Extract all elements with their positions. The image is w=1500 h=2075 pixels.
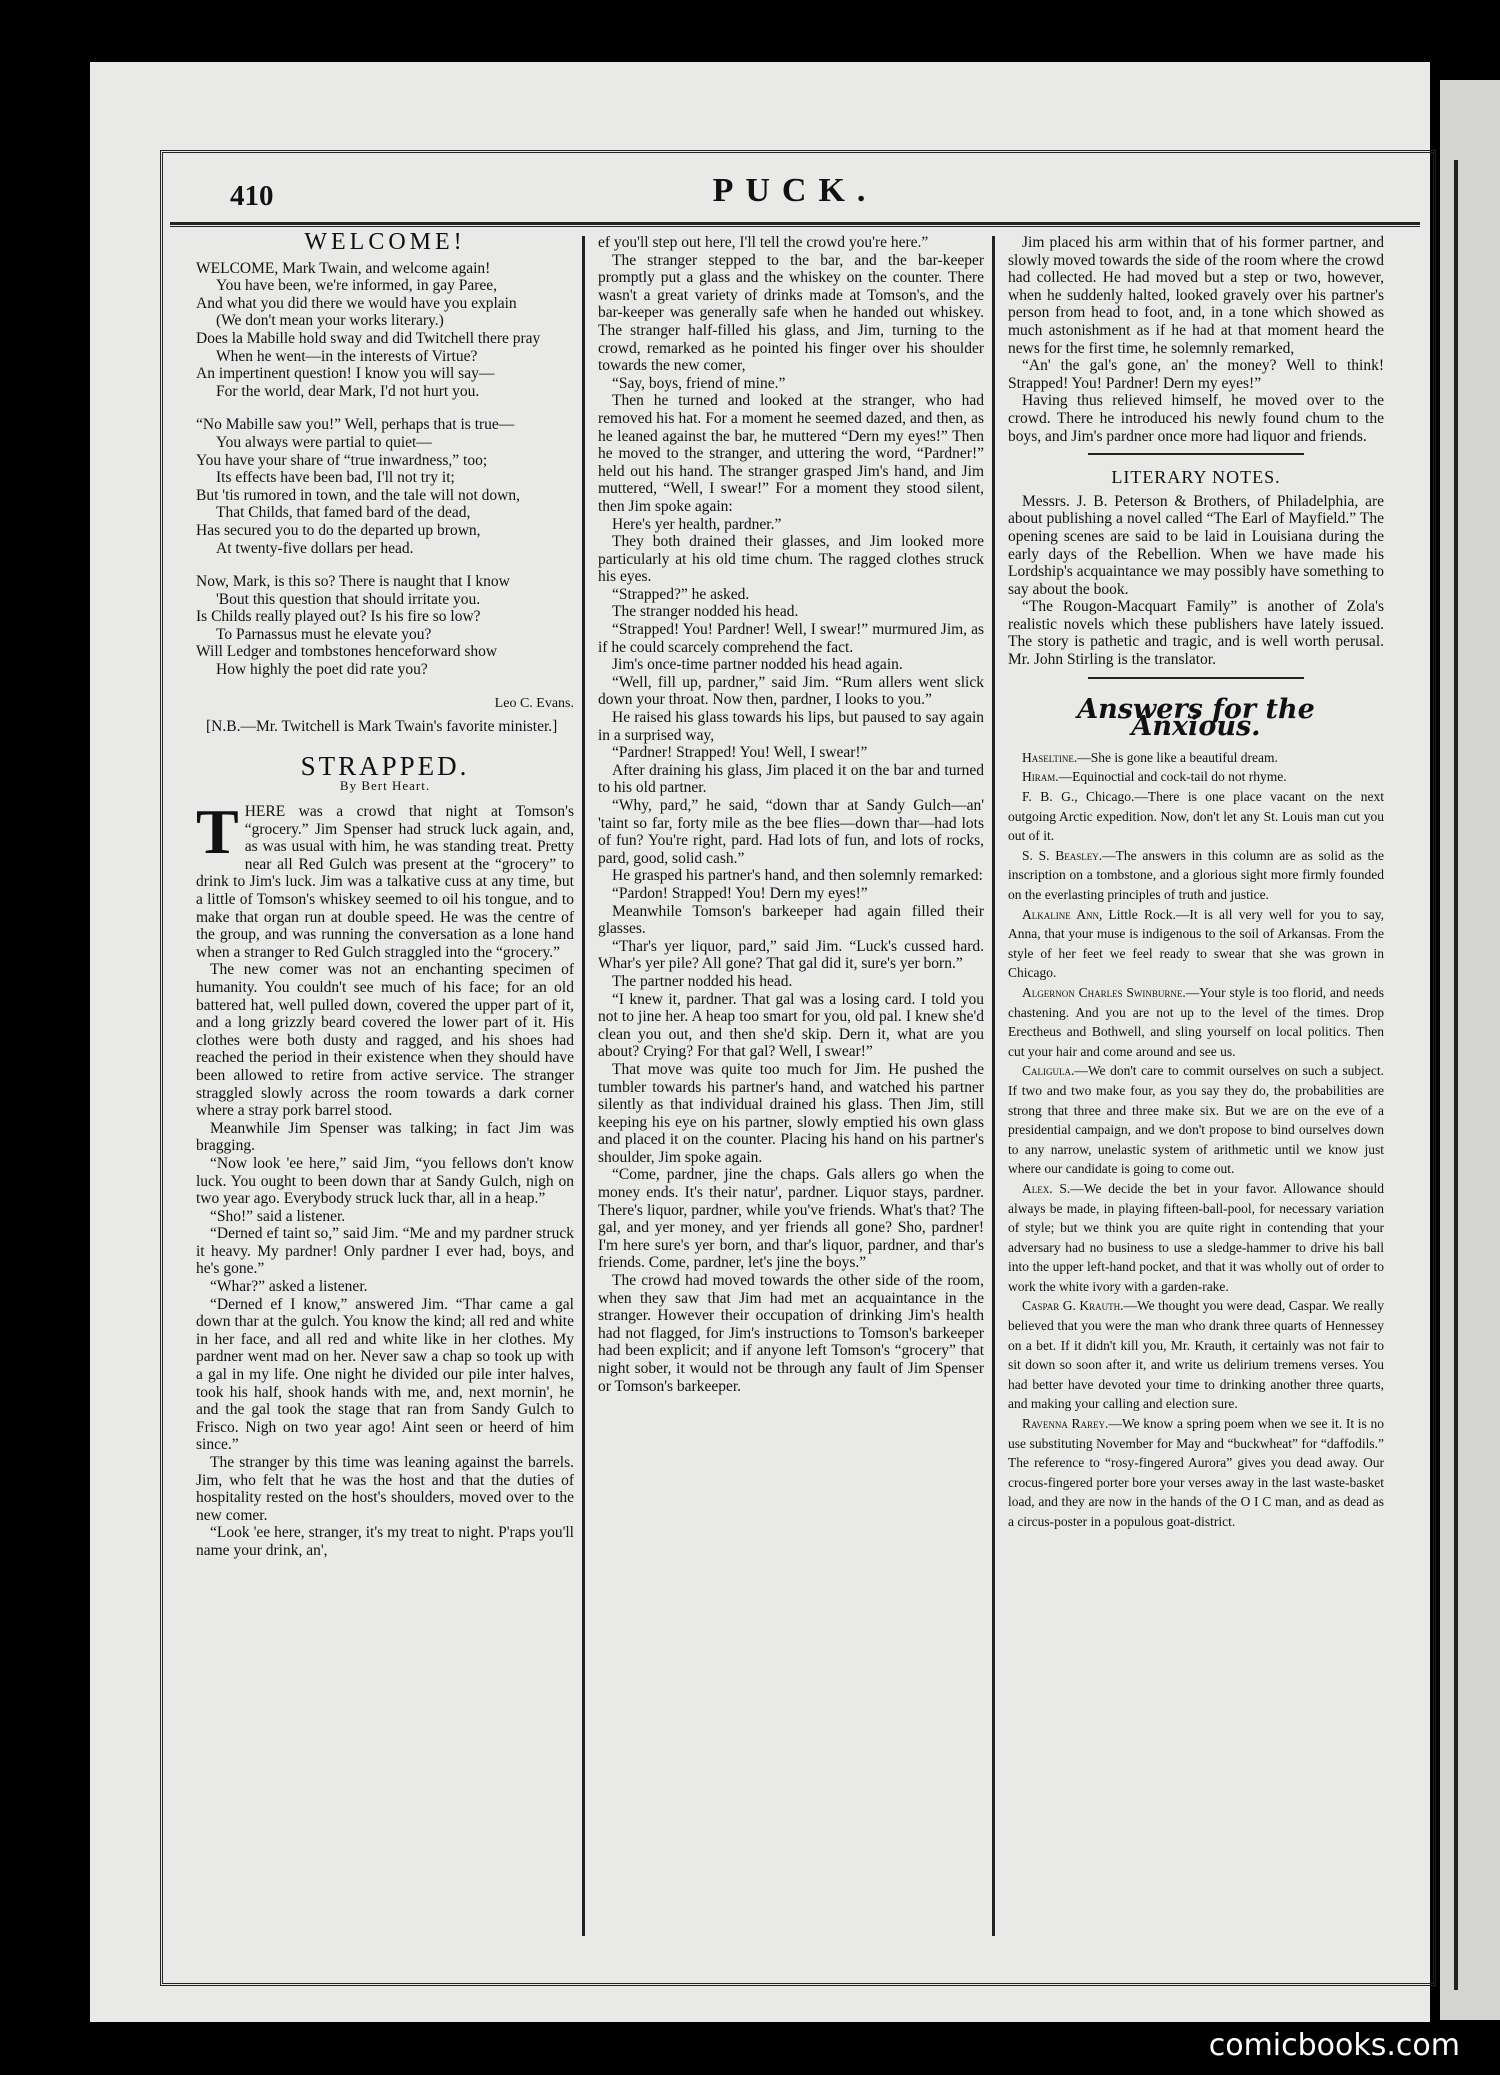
story-paragraph: Meanwhile Tomson's barkeeper had again filled their glasses. — [598, 902, 984, 938]
answer-text: —We decide the bet in your favor. Allowance should always be made, in playing fifteen-ball-pool, for necessary variation of style; but we think you are quite right in contending that your adversary had no business to use a sledge-hammer to drive his ball into the upper left-hand pocket, and that it was wholly out of order to work the white ivory with a garden-rake. — [1008, 1180, 1384, 1294]
strapped-byline: By Bert Heart. — [339, 778, 431, 794]
story-paragraph: “Derned ef taint so,” said Jim. “Me and my pardner struck it heavy. My pardner! Only pardner I ever had, boys, and he's gone.” — [196, 1225, 574, 1278]
poem-line: How highly the poet did rate you? — [216, 661, 428, 679]
poem-note: [N.B.—Mr. Twitchell is Mark Twain's favorite minister.] — [206, 718, 558, 736]
poem-line: Has secured you to do the departed up brown, — [196, 521, 481, 539]
story-paragraph: “I knew it, pardner. That gal was a losing card. I told you not to jine her. A heap too smart for you, old pal. I knew she'd clean you out, and then she'd skip. Dern it, what are you about? Crying? For that gal? Well, I swear!” — [598, 990, 984, 1061]
story-paragraph: Then he turned and looked at the stranger, who had removed his hat. For a moment he seemed dazed, and then, as he leaned against the bar, he muttered “Dern my eyes!” Then he moved to the stranger, and uttering the word, “Pardner!” held out his hand. The stranger grasped Jim's hand, and Jim muttered, “Well, I swear!” For a moment they stood silent, then Jim spoke again: — [598, 392, 984, 515]
answer-item — [1008, 1296, 1384, 1414]
story-paragraph: He grasped his partner's hand, and then solemnly remarked: — [612, 867, 983, 885]
poem-line: “No Mabille saw you!” Well, perhaps that is true— — [196, 416, 515, 434]
story-paragraph — [196, 796, 574, 961]
story-paragraph: The stranger nodded his head. — [612, 603, 799, 621]
header-rule — [170, 222, 1420, 225]
poem-line: You always were partial to quiet— — [216, 433, 432, 451]
poem-stanza — [196, 260, 574, 401]
poem-line: When he went—in the interests of Virtue? — [216, 347, 478, 365]
poem-line: But 'tis rumored in town, and the tale will not down, — [196, 486, 520, 504]
column-rule-1 — [582, 236, 585, 1936]
answer-correspondent: Alkaline Ann — [1022, 906, 1099, 922]
strapped-body-col3 — [1008, 234, 1384, 445]
story-paragraph: The new comer was not an enchanting specimen of humanity. You couldn't see much of his face; for an old battered hat, well pulled down, covered the upper part of it, and a long grizzly beard covered the lower part of it. His clothes were both dusty and ragged, and his shoes had reached the period in their existence when they should have been allowed to retire from active service. The stranger straggled slowly across the room towards a dark corner where a stray pork barrel stood. — [196, 961, 574, 1120]
answer-correspondent: Alex. S. — [1022, 1180, 1071, 1196]
column-rule-2 — [992, 236, 995, 1936]
story-paragraph: They both drained their glasses, and Jim looked more particularly at his old time chum. The ragged clothes struck his eyes. — [598, 533, 984, 586]
answer-text: —We don't care to commit ourselves on such a subject. If two and two make four, as you say they do, the probabilities are strong that three and three make six. But we are on the eve of a presidential campaign, and we don't propose to bind ourselves down to any narrow, unelastic system of arithmetic until we know just where our candidate is going to come out. — [1008, 1063, 1384, 1177]
story-paragraph: “Say, boys, friend of mine.” — [612, 374, 786, 392]
page-header — [160, 168, 1430, 228]
story-paragraph: “Now look 'ee here,” said Jim, “you fellows don't know luck. You ought to been down thar at Sandy Gulch, nigh on two year ago. Everybody struck luck thar, all in a heap.” — [196, 1154, 574, 1208]
answers-title: Answers for the Anxious. — [1077, 693, 1315, 743]
story-paragraph: The partner nodded his head. — [612, 972, 793, 990]
answer-correspondent: Caspar G. Krauth. — [1022, 1298, 1124, 1314]
answer-text: , Little Rock.—It is all very well for you to say, Anna, that your muse is indigenous to the soil of Arkansas. From the style of her feet we feel ready to swear that she was grown in Chicago. — [1008, 906, 1384, 981]
poem-signature: Leo C. Evans. — [494, 695, 574, 711]
answer-item — [1008, 767, 1384, 787]
answer-item — [1008, 846, 1384, 905]
poem-stanza — [196, 573, 574, 679]
story-paragraph: After draining his glass, Jim placed it on the bar and turned to his old partner. — [598, 761, 984, 797]
answer-text: —We know a spring poem when we see it. It is no use substituting November for May and “buckwheat” for “daffodils.” The reference to “rosy-fingered Aurora” gives you dead away. Our crocus-fingered porter bore your verses away in the last waste-basket load, and they are now in the hands of the O I C man, and as dead as a circus-poster in a populous goat-district. — [1008, 1416, 1385, 1529]
welcome-title: WELCOME! — [304, 229, 466, 255]
answer-correspondent: Caligula. — [1022, 1063, 1075, 1079]
story-text: HERE was a crowd that night at Tomson's “grocery.” Jim Spenser had struck luck again, and, as was usual with him, he was standing treat. Pretty near all Red Gulch was present at the “grocery” to drink to Jim's luck. Jim was a talkative cuss at any time, but a little of Tomson's whiskey seemed to oil his tongue, and to make that organ run at double speed. He was the centre of the group, and was running the conversation as a lone hand when a stranger to Red Gulch straggled into the “grocery.” — [196, 803, 574, 961]
poem-line: An impertinent question! I know you will say— — [196, 365, 495, 383]
poem-stanza — [196, 416, 574, 557]
poem-line: To Parnassus must he elevate you? — [216, 625, 432, 643]
answer-item — [1008, 748, 1384, 768]
poem-line: At twenty-five dollars per head. — [216, 539, 414, 557]
story-paragraph: Here's yer health, pardner.” — [612, 515, 782, 533]
answer-text: —The answers in this column are as solid as the inscription on a tombstone, and a glorious sight more firmly founded on the everlasting principles of truth and justice. — [1008, 847, 1384, 902]
answer-correspondent: S. S. Beasley. — [1022, 847, 1103, 863]
literary-paragraph: Messrs. J. B. Peterson & Brothers, of Philadelphia, are about publishing a novel called “The Earl of Mayfield.” The opening scenes are said to be laid in Louisiana during the early days of the Rebellion. When we have made his Lordship's acquaintance we may possibly have something to say about the book. — [1008, 492, 1384, 598]
story-paragraph: “Strapped! You! Pardner! Well, I swear!” murmured Jim, as if he could scarcely comprehend the fact. — [598, 621, 984, 656]
header-rule-thin — [170, 226, 1420, 227]
answer-correspondent: Hiram. — [1022, 769, 1059, 785]
story-paragraph: “Thar's yer liquor, pard,” said Jim. “Luck's cussed hard. Whar's yer pile? All gone? That gal did it, sure's yer born.” — [598, 937, 984, 973]
answer-text: —Your style is too florid, and needs chastening. And you are not up to the level of the times. Drop Erectheus and Bothwell, and sling yourself on local politics. Then cut your hair and come around and see us. — [1008, 984, 1384, 1059]
column-3 — [1008, 234, 1384, 1532]
story-paragraph: The stranger stepped to the bar, and the bar-keeper promptly put a glass and the whiskey on the counter. There wasn't a great variety of drinks made at Tomson's, and the bar-keeper was generally safe when he handed out whiskey. The stranger half-filled his glass, and Jim, turning to the crowd, remarked as he pointed his finger over his shoulder towards the new comer, — [598, 251, 984, 375]
answer-item — [1008, 983, 1384, 1061]
answer-text: —We thought you were dead, Caspar. We really believed that you were the man who drank three quarts of Hennessey on a bet. If it didn't kill you, Mr. Krauth, it certainly was not fair to sit down so soon after it, and write us delirium tremens verses. You had better have devoted your time to drinking another three quarts, and making your calling and election sure. — [1008, 1298, 1384, 1412]
story-paragraph: “Strapped?” he asked. — [612, 585, 750, 603]
story-paragraph: Jim placed his arm within that of his former partner, and slowly moved towards the side of the room where the crowd had collected. He had moved but a step or two, however, when he suddenly halted, looked gravely over his partner's person from head to foot, and, in a tone which showed as much astonishment as if he had at that moment heard the news for the first time, he solemnly remarked, — [1008, 234, 1384, 357]
story-paragraph: “Sho!” said a listener. — [210, 1207, 346, 1225]
strapped-body-col1 — [196, 796, 574, 1560]
poem-line: For the world, dear Mark, I'd not hurt you. — [216, 382, 480, 400]
poem-line: Its effects have been bad, I'll not try it; — [216, 469, 455, 487]
poem-line: 'Bout this question that should irritate you. — [216, 590, 481, 608]
answer-item — [1008, 787, 1384, 846]
strapped-title: STRAPPED. — [300, 750, 470, 781]
poem-line: Now, Mark, is this so? There is naught that I know — [196, 573, 510, 591]
site-watermark: comicbooks.com — [1208, 2028, 1460, 2063]
section-rule-2 — [1088, 677, 1304, 679]
poem-line: That Childs, that famed bard of the dead, — [216, 504, 471, 522]
welcome-poem — [196, 260, 574, 679]
next-page-edge — [1440, 80, 1500, 2020]
story-paragraph: Having thus relieved himself, he moved over to the crowd. There he introduced his newly found chum to the boys, and Jim's pardner once more had liquor and friends. — [1008, 392, 1384, 445]
answer-item — [1008, 1061, 1384, 1179]
story-paragraph: “Why, pard,” he said, “down thar at Sandy Gulch—an' 'taint so far, forty mile as the bee flies—down thar—had lots of fun? You're right, pard. Had lots of fun, and lots of rocks, pard, good, solid cash.” — [598, 797, 984, 867]
story-paragraph: “Look 'ee here, stranger, it's my treat to night. P'raps you'll name your drink, an', — [196, 1524, 574, 1559]
answer-text: —She is gone like a beautiful dream. — [1077, 749, 1278, 765]
poem-line: Does la Mabille hold sway and did Twitchell there pray — [196, 329, 541, 347]
story-paragraph: “Derned ef I know,” answered Jim. “Thar came a gal down thar at the gulch. You know the kind; all red and white in her face, and all red and white like in her clothes. My pardner went mad on her. Never saw a chap so took up with a gal in my life. One night he divided our pile inter halves, took his half, shook hands with me, and, next mornin', he and the gal took the stage that ran from Sandy Gulch to Frisco. Nigh on two year ago! Aint seen or heerd of him since.” — [196, 1295, 574, 1454]
answer-text: —Equinoctial and cock-tail do not rhyme. — [1058, 769, 1287, 785]
masthead: PUCK. — [712, 172, 878, 209]
story-paragraph: That move was quite too much for Jim. He pushed the tumbler towards his partner's hand, and watched his partner silently as that individual drained his glass. Then Jim, still keeping his eye on his partner, slowly emptied his own glass and placed it on the counter. Placing his hand on his partner's shoulder, Jim spoke again. — [598, 1060, 984, 1166]
literary-paragraph: “The Rougon-Macquart Family” is another of Zola's realistic novels which these publishers have lately issued. The story is pathetic and tragic, and is well worth perusal. Mr. John Stirling is the translator. — [1008, 598, 1384, 669]
column-2 — [598, 234, 984, 1395]
story-paragraph: The stranger by this time was leaning against the barrels. Jim, who felt that he was the host and that the duties of hospitality rested on the host's shoulders, moved over to the new comer. — [196, 1454, 574, 1524]
poem-line: WELCOME, Mark Twain, and welcome again! — [196, 259, 491, 277]
poem-line: Will Ledger and tombstones henceforward show — [196, 643, 498, 661]
answer-item — [1008, 1414, 1384, 1532]
answer-text: , Chicago.—There is one place vacant on the next outgoing Arctic expedition. Now, don't let any St. Louis man cut you out of it. — [1008, 789, 1384, 844]
answer-correspondent: Algernon Charles Swinburne. — [1022, 984, 1186, 1000]
answer-correspondent: Haseltine. — [1022, 749, 1078, 765]
story-paragraph: “Whar?” asked a listener. — [210, 1278, 368, 1296]
poem-line: You have been, we're informed, in gay Paree, — [216, 277, 497, 295]
drop-cap: T — [196, 796, 239, 868]
answers-body — [1008, 748, 1384, 1532]
poem-line: You have your share of “true inwardness,” too; — [196, 451, 488, 469]
answer-item — [1008, 905, 1384, 983]
story-paragraph: The crowd had moved towards the other side of the room, when they saw that Jim had met an acquaintance in the stranger. However their occupation of drinking Jim's health had not flagged, for Jim's instructions to Tomson's barkeeper had been explicit; and if anyone left Tomson's “grocery” that night sober, it would not be through any fault of Jim Spenser or Tomson's barkeeper. — [598, 1272, 984, 1395]
story-paragraph: Meanwhile Jim Spenser was talking; in fact Jim was bragging. — [196, 1119, 574, 1155]
story-paragraph: Jim's once-time partner nodded his head again. — [612, 656, 903, 674]
column-1 — [196, 229, 574, 1560]
poem-line: And what you did there we would have you explain — [196, 294, 517, 312]
story-paragraph: “Pardner! Strapped! You! Well, I swear!” — [612, 744, 868, 762]
story-paragraph: “Pardon! Strapped! You! Dern my eyes!” — [612, 884, 868, 902]
answer-item — [1008, 1179, 1384, 1297]
poem-line: Is Childs really played out? Is his fire so low? — [196, 608, 481, 626]
section-rule — [1088, 453, 1304, 455]
story-paragraph: “Well, fill up, pardner,” said Jim. “Rum allers went slick down your throat. Now then, pardner, I looks to you.” — [598, 673, 984, 709]
story-paragraph: “An' the gal's gone, an' the money? Well to think! Strapped! You! Pardner! Dern my eyes!” — [1008, 357, 1384, 392]
literary-notes-body — [1008, 493, 1384, 669]
page-number: 410 — [230, 180, 274, 212]
story-paragraph: ef you'll step out here, I'll tell the crowd you're here.” — [598, 234, 929, 251]
answer-correspondent: F. B. G. — [1022, 789, 1075, 805]
story-paragraph: He raised his glass towards his lips, but paused to say again in a surprised way, — [598, 709, 984, 744]
story-paragraph: “Come, pardner, jine the chaps. Gals allers go when the money ends. It's their natur', pardner. Liquor stays, pardner. There's liquor, pardner, while you've friends. What's that? The gal, and yer money, and yer friends all gone? Sho, pardner! I'm here sure's yer born, and thar's liquor, pardner, and thar's friends. Come, pardner, let's jine the boys.” — [598, 1166, 984, 1272]
literary-notes-title: LITERARY NOTES. — [1111, 467, 1281, 488]
answer-correspondent: Ravenna Rarey. — [1022, 1416, 1109, 1432]
poem-line: (We don't mean your works literary.) — [216, 312, 444, 330]
